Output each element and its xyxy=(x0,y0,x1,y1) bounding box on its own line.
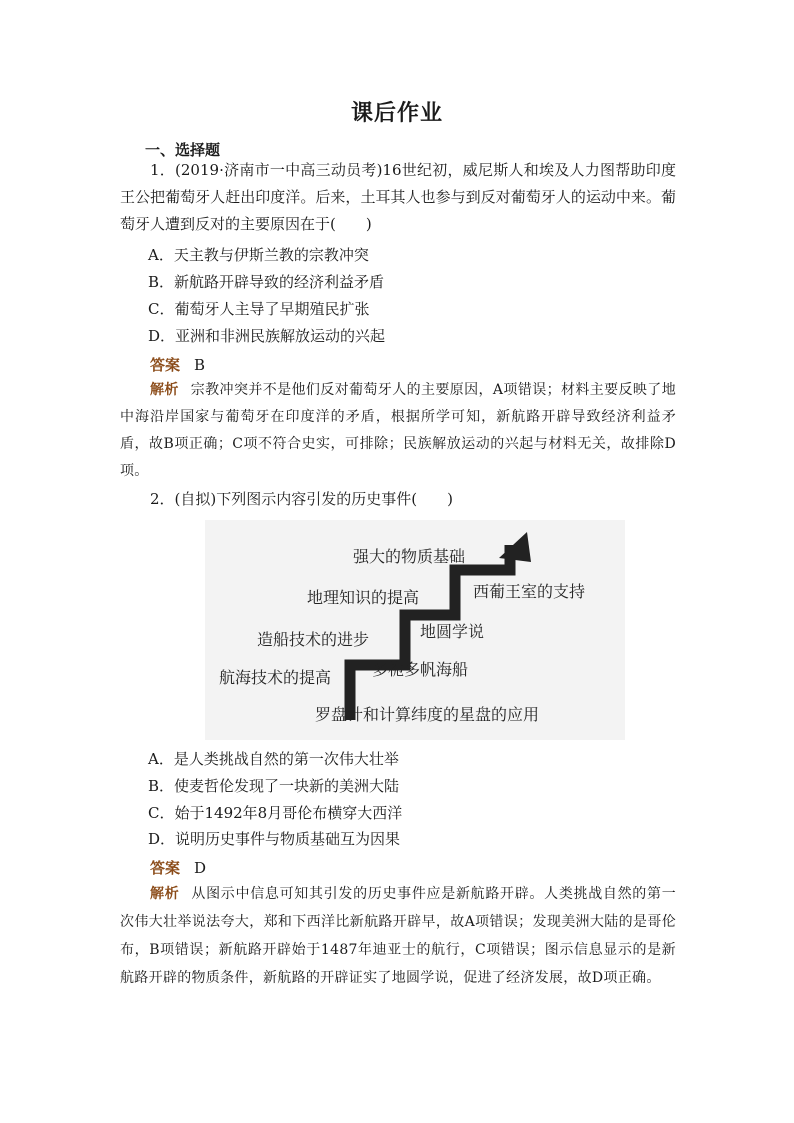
q2-answer-value: D xyxy=(194,859,207,877)
stair-diagram-svg xyxy=(205,520,625,740)
question-2-stem: 2．(自拟)下列图示内容引发的历史事件( ) xyxy=(150,490,453,508)
arrow-head-icon xyxy=(499,532,531,562)
q2-option-d: D．说明历史事件与物质基础互为因果 xyxy=(148,830,401,848)
q1-analysis xyxy=(120,377,676,485)
q2-option-c: C．始于1492年8月哥伦布横穿大西洋 xyxy=(148,804,403,822)
label-navigation: 航海技术的提高 xyxy=(219,668,332,687)
answer-label: 答案 xyxy=(150,859,181,877)
label-multi-mast-ship: 多桅多帆海船 xyxy=(372,660,469,679)
section-heading: 一、选择题 xyxy=(145,141,221,159)
q1-answer xyxy=(150,354,205,375)
label-royal-support: 西葡王室的支持 xyxy=(473,582,586,601)
label-round-earth: 地圆学说 xyxy=(420,622,485,641)
label-shipbuilding: 造船技术的进步 xyxy=(257,630,370,649)
q2-option-b: B．使麦哲伦发现了一块新的美洲大陆 xyxy=(148,777,400,795)
q2-analysis-text: 从图示中信息可知其引发的历史事件应是新航路开辟。人类挑战自然的第一次伟大壮举说法夸大，郑和下西洋比新航路开辟早，故A项错误；发现美洲大陆的是哥伦布，B项错误；新航路开辟始于1487年迪亚士的航行，C项错误；图示信息显示的是新航路开辟的物质条件，新航路的开辟证实了地圆学说，促进了经济发展，故D项正确。 xyxy=(120,886,676,986)
label-compass-astrolabe: 罗盘针和计算纬度的星盘的应用 xyxy=(315,705,540,724)
q1-option-d: D．亚洲和非洲民族解放运动的兴起 xyxy=(148,327,386,345)
q1-answer-value: B xyxy=(194,356,206,374)
q2-option-a: A．是人类挑战自然的第一次伟大壮举 xyxy=(148,750,399,768)
answer-label: 答案 xyxy=(150,356,181,374)
q2-analysis xyxy=(120,880,676,992)
q1-option-a: A．天主教与伊斯兰教的宗教冲突 xyxy=(148,246,369,264)
question-1-stem: 1．(2019·济南市一中高三动员考)16世纪初，威尼斯人和埃及人力图帮助印度王公把葡萄牙人赶出印度洋。后来，土耳其人也参与到反对葡萄牙人的运动中来。葡萄牙人遭到反对的主要原因在于( ) xyxy=(120,161,676,233)
q1-analysis-text: 宗教冲突并不是他们反对葡萄牙人的主要原因，A项错误；材料主要反映了地中海沿岸国家与葡萄牙在印度洋的矛盾，根据所学可知，新航路开辟导致经济利益矛盾，故B项正确；C项不符合史实，可排除；民族解放运动的兴起与材料无关，故排除D项。 xyxy=(120,382,676,479)
stair-diagram xyxy=(205,520,625,740)
q1-option-c: C．葡萄牙人主导了早期殖民扩张 xyxy=(148,300,370,318)
q1-option-b: B．新航路开辟导致的经济利益矛盾 xyxy=(148,273,385,291)
q2-answer xyxy=(150,857,206,878)
label-material-base: 强大的物质基础 xyxy=(353,547,466,566)
label-geo-knowledge: 地理知识的提高 xyxy=(307,588,420,607)
analysis-label: 解析 xyxy=(150,886,180,902)
analysis-label: 解析 xyxy=(150,382,179,398)
page-title: 课后作业 xyxy=(350,101,443,126)
